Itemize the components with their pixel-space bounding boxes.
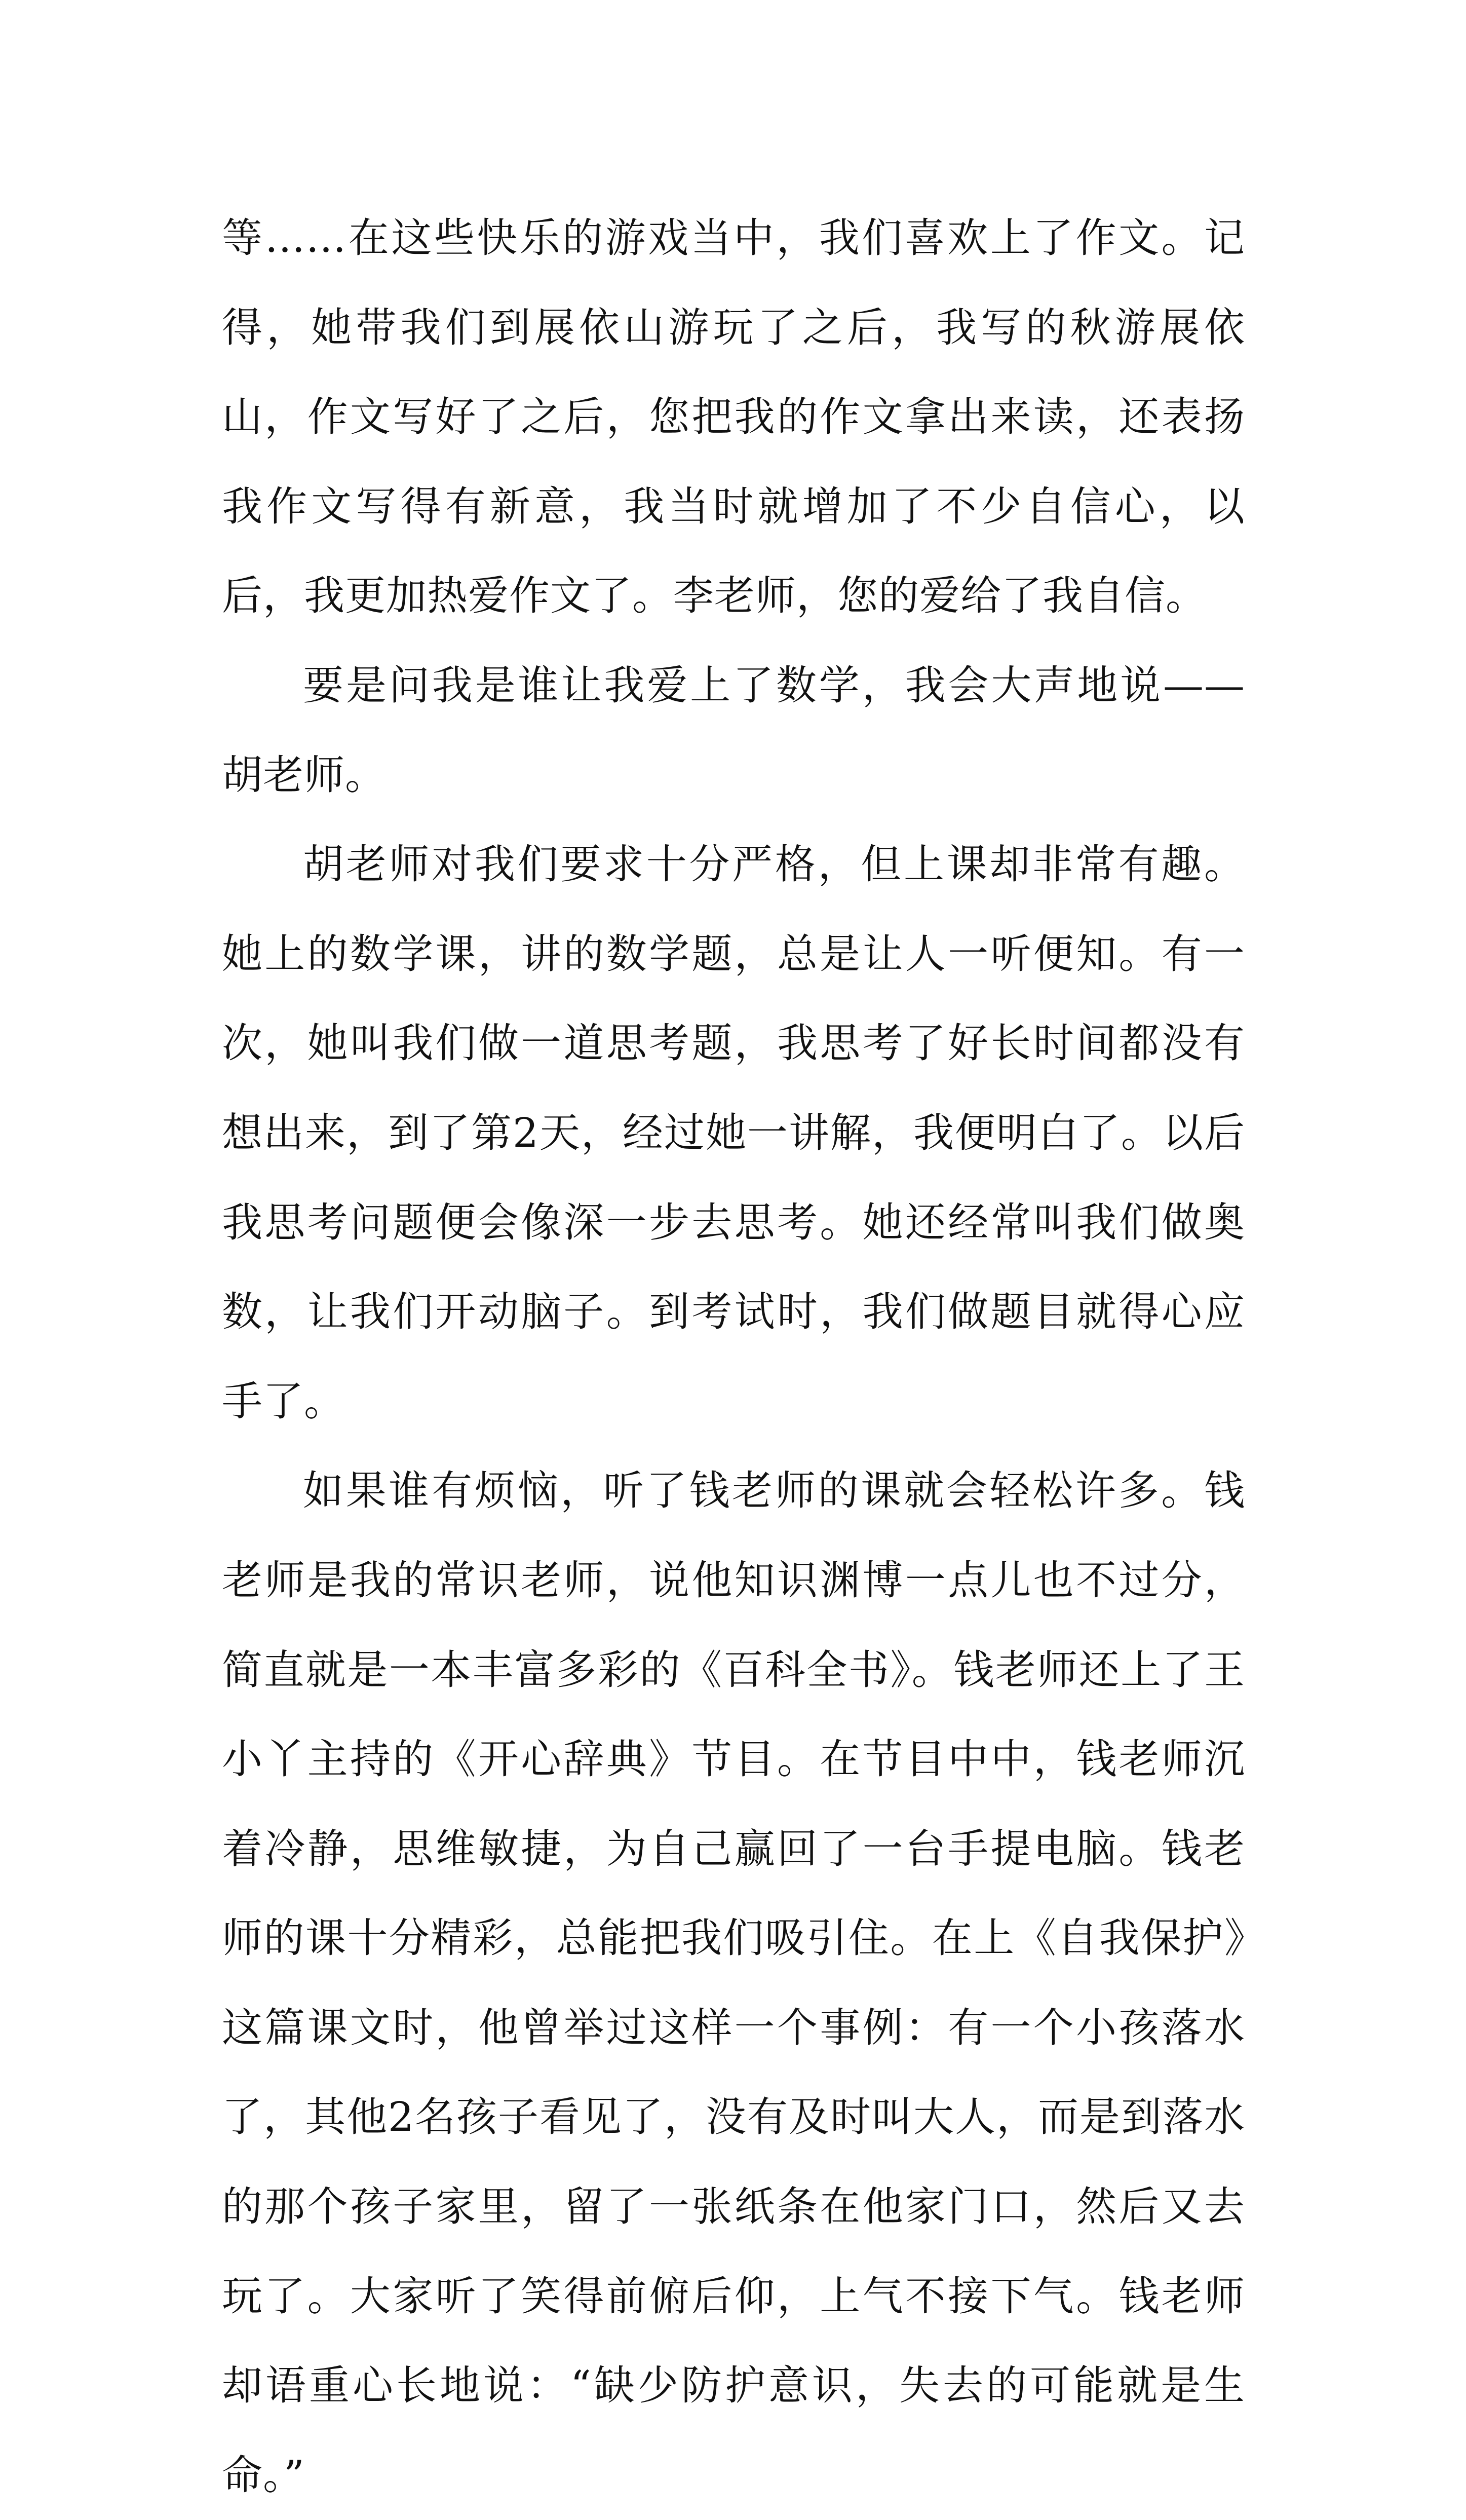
paragraph-4: 如果谁有烦恼，听了钱老师的课就会轻松许多。钱老师是我的常识老师，说他知识渊博一点儿也不过分，简直就是一本丰富多彩的《百科全书》。钱老师还上了王小丫主持的《开心辞典》节目。在节目中中，钱老师沉着冷静，思维敏捷，为自己赢回了一台手提电脑。钱老师的课十分精彩，总能把我们吸引住。在上《自我保护》这篇课文时，他曾举过这样一个事例：有一个小孩落水了，其他2名孩子看见了，没有及时叫大人，而是到落水的那个孩子家里，留了一张纸条在他家门口，然后又去玩了。大家听了笑得前俯后仰，上气不接下气。钱老师却语重心长地说：“缺少防护意识，失去的可能就是生命。” (222, 1467, 1245, 2499)
paragraph-2: 要是问我是谁让我爱上了数学，我会大声地说——胡老师。 (222, 661, 1245, 799)
paragraph-1: 等……在这些快乐的游戏当中，我们喜欢上了作文。记得，她带我们到展依山游玩了之后，我写的秋游展依山，作文写好了之后，您把我的作文拿出来读，还表扬我作文写得有新意，我当时就增加了不少自信心，以后，我更加热爱作文了。李老师，您的爱给了我自信。 (222, 214, 1245, 620)
document-body (222, 194, 1245, 2520)
paragraph-3: 胡老师对我们要求十分严格，但上课却非常有趣。她上的数学课，讲的数学题，总是让人一听便知。有一次，她叫我们做一道思考题，我思考了好长时间都没有想出来，到了第2天，经过她一讲解，我便明白了。以后我思考问题便会像深一步去思考。她还经常叫我们做奥数，让我们开动脑子。到考试时，我们做题目就得心应手了。 (222, 841, 1245, 1425)
